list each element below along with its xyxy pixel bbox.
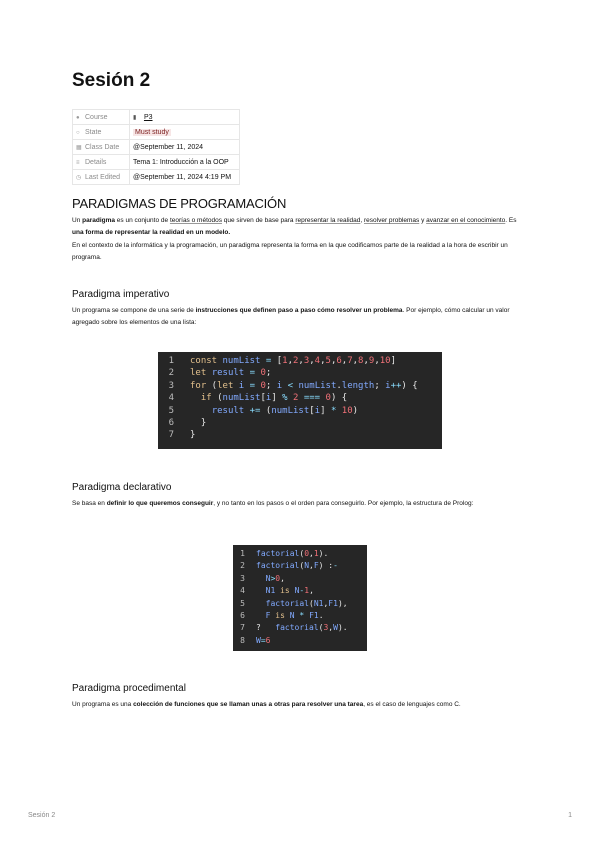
line-number: 6	[240, 611, 245, 620]
footer-title: Sesión 2	[28, 812, 56, 819]
page-title: Sesión 2	[72, 70, 151, 91]
paragraph-declarative: Se basa en definir lo que queremos conseguir, y no tanto en los pasos o el orden para conseguirlo. Por ejemplo, la estructura de Prolog:	[72, 500, 474, 507]
property-row-class-date	[73, 140, 240, 155]
code-line: 3 for (let i = 0; i < numList.length; i++) {	[162, 381, 418, 391]
paragraph-procedural: Un programa es una colección de funciones que se llaman unas a otras para resolver una tarea, es el caso de lenguajes como C.	[72, 701, 461, 708]
section-heading-declarative: Paradigma declarativo	[72, 482, 172, 493]
line-number: 6	[168, 418, 174, 428]
code-line: 2 let result = 0;	[162, 368, 271, 378]
page-number: 1	[568, 812, 572, 819]
code-line: 1 const numList = [1,2,3,4,5,6,7,8,9,10]	[162, 356, 396, 366]
details-value[interactable]: Tema 1: Introducción a la OOP	[130, 155, 240, 170]
property-row-last-edited	[73, 170, 240, 185]
property-label: Last Edited	[85, 173, 121, 181]
code-line: 5 factorial(N1,F1),	[236, 599, 348, 608]
property-label: State	[85, 128, 102, 136]
class-date-value[interactable]: @September 11, 2024	[130, 140, 240, 155]
last-edited-value: @September 11, 2024 4:19 PM	[130, 170, 240, 185]
state-badge: Must study	[135, 128, 169, 136]
code-line: 7 }	[162, 430, 195, 440]
code-line: 1 factorial(0,1).	[236, 549, 328, 558]
book-icon: ▮	[133, 114, 137, 121]
code-block-declarative[interactable]	[233, 545, 367, 651]
line-number: 4	[240, 586, 245, 596]
code-line: 3 N>0,	[236, 574, 285, 583]
code-line: 8 W=6	[236, 636, 270, 645]
paragraph-context: En el contexto de la informática y la programación, un paradigma representa la forma en la que codificamos parte de la realidad a la hora de escribir un programa.	[72, 242, 508, 261]
code-block-imperative[interactable]	[158, 352, 442, 449]
clock-icon: ◷	[76, 174, 82, 181]
code-line: 4 if (numList[i] % 2 === 0) {	[162, 393, 347, 403]
section-heading-paradigms: PARADIGMAS DE PROGRAMACIÓN	[72, 196, 287, 211]
properties-table	[72, 109, 240, 185]
paragraph-imperative: Un programa se compone de una serie de instrucciones que definen paso a paso cómo resolver un problema. Por ejemplo, cómo calcular un valor agregado sobre los elementos de una lista:	[72, 307, 510, 326]
property-label: Course	[85, 113, 108, 121]
code-line: 2 factorial(N,F) :-	[236, 561, 338, 570]
line-number: 3	[240, 573, 245, 583]
property-row-course	[73, 110, 240, 125]
code-line: 7 ? factorial(3,W).	[236, 623, 348, 632]
line-number: 3	[168, 380, 174, 391]
line-number: 7	[240, 623, 245, 633]
property-row-details	[73, 155, 240, 170]
code-line: 4 N1 is N-1,	[236, 586, 314, 595]
paragraph-definition: Un paradigma es un conjunto de teorías o métodos que sirven de base para representar la realidad, resolver problemas y avanzar en el conocimiento. Es una forma de representar la realidad en un modelo.	[72, 217, 517, 236]
calendar-icon: ▦	[76, 144, 82, 151]
code-line: 5 result += (numList[i] * 10)	[162, 406, 358, 416]
course-link[interactable]: P3	[143, 113, 153, 121]
property-row-state	[73, 125, 240, 140]
line-number: 2	[240, 561, 245, 571]
property-label: Class Date	[85, 143, 120, 151]
code-line: 6 }	[162, 418, 206, 428]
text-icon: ≡	[76, 159, 80, 166]
course-icon: ●	[76, 114, 80, 121]
property-label: Details	[85, 158, 107, 166]
line-number: 5	[240, 598, 245, 608]
line-number: 1	[168, 356, 174, 366]
line-number: 1	[240, 549, 245, 558]
line-number: 8	[240, 635, 245, 645]
code-line: 6 F is N * F1.	[236, 611, 324, 620]
section-heading-procedural: Paradigma procedimental	[72, 683, 186, 694]
section-heading-imperative: Paradigma imperativo	[72, 289, 170, 300]
status-icon: ○	[76, 129, 80, 136]
line-number: 4	[168, 393, 174, 404]
line-number: 7	[168, 430, 174, 441]
line-number: 5	[168, 405, 174, 416]
line-number: 2	[168, 368, 174, 379]
